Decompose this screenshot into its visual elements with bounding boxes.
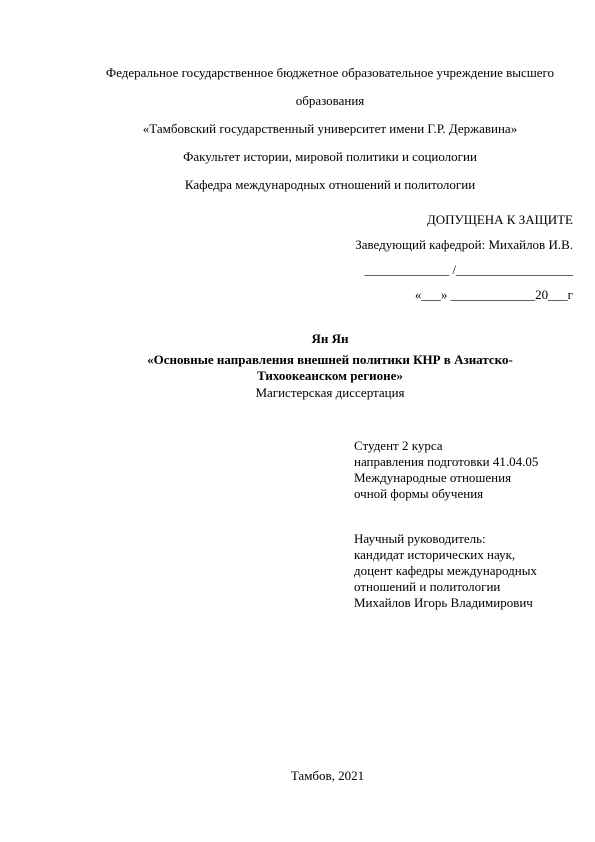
supervisor-line-title: Научный руководитель: — [354, 531, 486, 546]
header-line-university: «Тамбовский государственный университет имени Г.Р. Державина» — [142, 121, 518, 136]
approval-date-line: «___» _____________20___г — [414, 287, 573, 302]
supervisor-line-position: доцент кафедры международных — [354, 563, 537, 578]
header-line-faculty: Факультет истории, мировой политики и социологии — [183, 149, 477, 164]
header-line-department: Кафедра международных отношений и политологии — [184, 177, 476, 192]
approval-block — [355, 208, 573, 307]
approval-signature-line: _____________ /__________________ — [364, 262, 573, 277]
thesis-title-block — [60, 331, 595, 401]
institution-header — [60, 63, 595, 195]
supervisor-line-degree: кандидат исторических наук, — [354, 547, 516, 562]
supervisor-line-name: Михайлов Игорь Владимирович — [354, 595, 533, 610]
supervisor-info — [354, 531, 537, 611]
student-line-specialty: Международные отношения — [354, 470, 512, 485]
thesis-title-line2: Тихоокеанском регионе» — [257, 368, 403, 383]
student-info — [354, 438, 538, 502]
city-year: Тамбов, 2021 — [290, 768, 365, 783]
student-line-program: направления подготовки 41.04.05 — [354, 454, 539, 469]
supervisor-line-department: отношений и политологии — [354, 579, 501, 594]
thesis-title-line1: «Основные направления внешней политики КНР в Азиатско- — [147, 352, 513, 367]
approval-head: Заведующий кафедрой: Михайлов И.В. — [355, 237, 573, 252]
approval-title: ДОПУЩЕНА К ЗАЩИТЕ — [426, 212, 573, 227]
student-line-course: Студент 2 курса — [354, 438, 443, 453]
header-line-ministry: Федеральное государственное бюджетное образовательное учреждение высшего — [105, 65, 555, 80]
author-name: Ян Ян — [311, 331, 349, 346]
header-line-education: образования — [295, 93, 365, 108]
thesis-type: Магистерская диссертация — [255, 385, 405, 400]
student-line-form: очной формы обучения — [354, 486, 484, 501]
